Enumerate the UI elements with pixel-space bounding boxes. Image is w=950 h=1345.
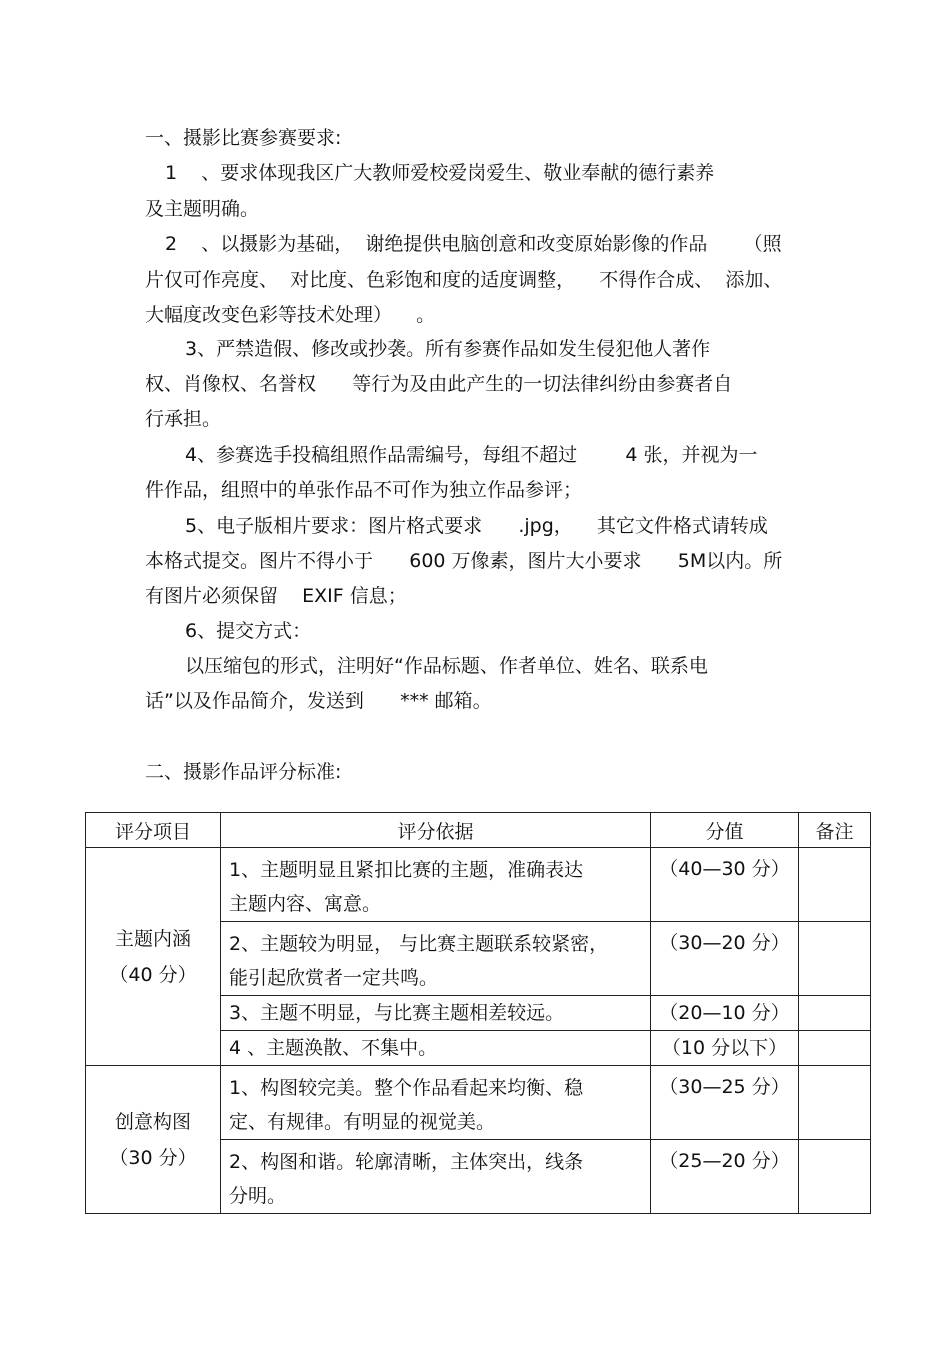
req3-line2: 权、肖像权、名誉权 等行为及由此产生的一切法律纠纷由参赛者自 bbox=[145, 373, 733, 395]
req2-line2: 片仅可作亮度、 对比度、色彩饱和度的适度调整， 不得作合成、 添加、 bbox=[145, 269, 783, 291]
basis-line: 2、构图和谐。轮廓清晰，主体突出，线条 bbox=[229, 1151, 584, 1173]
basis-line: 1、主题明显且紧扣比赛的主题，准确表达 bbox=[229, 859, 584, 881]
basis-line: 2、主题较为明显， 与比赛主题联系较紧密， bbox=[229, 933, 609, 955]
basis-cell bbox=[221, 1140, 651, 1214]
table-row bbox=[86, 1066, 871, 1140]
score-cell: （10 分以下） bbox=[651, 1031, 799, 1066]
basis-line: 能引起欣赏者一定共鸣。 bbox=[229, 967, 439, 989]
req1-line1: 1 、要求体现我区广大教师爱校爱岗爱生、敬业奉献的德行素养 bbox=[165, 162, 715, 184]
basis-cell bbox=[221, 1031, 651, 1066]
table-header-row bbox=[86, 813, 871, 848]
score-cell: （30—20 分） bbox=[651, 922, 799, 996]
req6-line3: 话”以及作品简介，发送到 *** 邮箱。 bbox=[145, 690, 492, 712]
basis-cell bbox=[221, 848, 651, 922]
note-cell bbox=[799, 1140, 871, 1214]
score-cell: （25—20 分） bbox=[651, 1140, 799, 1214]
score-cell: （40—30 分） bbox=[651, 848, 799, 922]
note-cell bbox=[799, 848, 871, 922]
req6-line1: 6、提交方式： bbox=[185, 620, 312, 642]
header-basis: 评分依据 bbox=[221, 813, 651, 848]
category-points: （30 分） bbox=[109, 1146, 197, 1169]
score-cell: （20—10 分） bbox=[651, 996, 799, 1031]
basis-cell bbox=[221, 922, 651, 996]
req4-line1: 4、参赛选手投稿组照作品需编号，每组不超过 4 张，并视为一 bbox=[185, 444, 758, 466]
basis-line: 1、构图较完美。整个作品看起来均衡、稳 bbox=[229, 1077, 584, 1099]
category-composition bbox=[86, 1066, 221, 1214]
note-cell bbox=[799, 1066, 871, 1140]
req5-line2: 本格式提交。图片不得小于 600 万像素，图片大小要求 5M以内。所 bbox=[145, 550, 783, 572]
req6-line2: 以压缩包的形式，注明好“作品标题、作者单位、姓名、联系电 bbox=[185, 655, 708, 677]
req5-line3: 有图片必须保留 EXIF 信息； bbox=[145, 585, 407, 607]
category-points: （40 分） bbox=[109, 963, 197, 986]
req3-line3: 行承担。 bbox=[145, 408, 222, 430]
score-cell: （30—25 分） bbox=[651, 1066, 799, 1140]
section2-heading: 二、摄影作品评分标准: bbox=[145, 761, 342, 783]
basis-line: 3、主题不明显，与比赛主题相差较远。 bbox=[229, 1002, 565, 1024]
req2-line3: 大幅度改变色彩等技术处理） 。 bbox=[145, 304, 436, 326]
note-cell bbox=[799, 922, 871, 996]
req5-line1: 5、电子版相片要求：图片格式要求 .jpg， 其它文件格式请转成 bbox=[185, 515, 768, 537]
req1-line2: 及主题明确。 bbox=[145, 198, 260, 220]
header-note: 备注 bbox=[799, 813, 871, 848]
basis-cell bbox=[221, 996, 651, 1031]
category-name: 创意构图 bbox=[114, 1110, 191, 1133]
req4-line2: 件作品，组照中的单张作品不可作为独立作品参评； bbox=[145, 479, 583, 501]
section1-heading: 一、摄影比赛参赛要求: bbox=[145, 127, 342, 149]
req3-line1: 3、严禁造假、修改或抄袭。所有参赛作品如发生侵犯他人著作 bbox=[185, 338, 711, 360]
header-score: 分值 bbox=[651, 813, 799, 848]
header-category: 评分项目 bbox=[86, 813, 221, 848]
category-name: 主题内涵 bbox=[114, 927, 191, 950]
basis-cell bbox=[221, 1066, 651, 1140]
note-cell bbox=[799, 996, 871, 1031]
req2-line1: 2 、以摄影为基础， 谢绝提供电脑创意和改变原始影像的作品 （照 bbox=[165, 233, 782, 255]
basis-line: 定、有规律。有明显的视觉美。 bbox=[229, 1111, 496, 1133]
category-theme bbox=[86, 848, 221, 1066]
basis-line: 4 、主题涣散、不集中。 bbox=[229, 1037, 438, 1059]
basis-line: 主题内容、寓意。 bbox=[229, 893, 382, 915]
note-cell bbox=[799, 1031, 871, 1066]
basis-line: 分明。 bbox=[229, 1185, 287, 1207]
scoring-table bbox=[85, 812, 871, 1214]
table-row bbox=[86, 848, 871, 922]
